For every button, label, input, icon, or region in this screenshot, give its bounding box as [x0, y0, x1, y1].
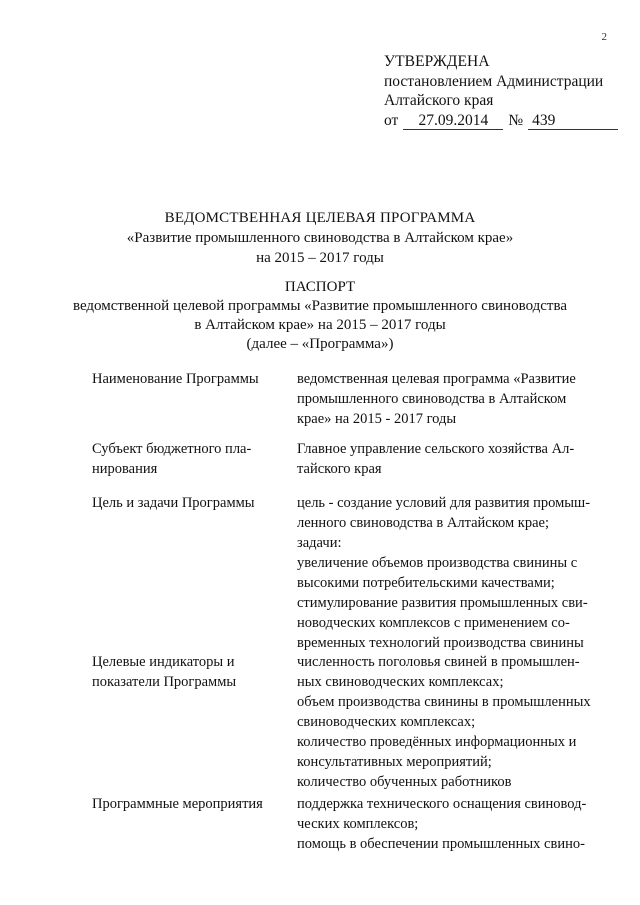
row-value-line: тайского края [297, 461, 382, 477]
program-title-period: на 2015 – 2017 годы [256, 250, 384, 266]
decree-number-label: № [508, 111, 524, 129]
row-value-line: увеличение объемов производства свинины с [297, 555, 578, 571]
row-label-line: нирования [92, 461, 158, 477]
passport-line-2: в Алтайском крае» на 2015 – 2017 годы [194, 317, 446, 333]
row-value-line: помощь в обеспечении промышленных свино- [297, 836, 585, 852]
passport-line-1: ведомственной целевой программы «Развитие промышленного свиноводства [72, 298, 568, 314]
approval-stamp [384, 52, 618, 130]
row-value-line: ленного свиноводства в Алтайском крае; [297, 515, 550, 531]
row-label-line: Наименование Программы [92, 371, 259, 387]
row-value-line: цель - создание условий для развития промыш- [297, 495, 591, 511]
approval-line-1: постановлением Администрации [384, 72, 604, 90]
row-value-line: объем производства свинины в промышленных [297, 694, 591, 710]
row-value-line: стимулирование развития промышленных сви- [297, 595, 588, 611]
row-value-line: промышленного свиноводства в Алтайском [297, 391, 567, 407]
row-value [297, 794, 612, 854]
program-title-heading: ВЕДОМСТВЕННАЯ ЦЕЛЕВАЯ ПРОГРАММА [164, 210, 476, 226]
approval-heading: УТВЕРЖДЕНА [384, 53, 490, 70]
row-value-line: свиноводческих комплексах; [297, 714, 476, 730]
row-value-line: количество обученных работников [297, 774, 512, 790]
row-label [92, 794, 282, 814]
page-number: 2 [601, 31, 607, 43]
row-value-line: временных технологий производства свинины [297, 635, 584, 651]
row-value-line: новодческих комплексов с применением со- [297, 615, 570, 631]
row-value-line: Главное управление сельского хозяйства Ал- [297, 441, 575, 457]
passport-heading: ПАСПОРТ [284, 279, 356, 295]
row-label-line: Целевые индикаторы и [92, 654, 235, 670]
row-value-line: консультативных мероприятий; [297, 754, 492, 770]
row-label [92, 652, 282, 692]
decree-number: 439 [528, 113, 618, 130]
passport-line-3: (далее – «Программа») [246, 336, 394, 352]
row-value-line: количество проведённых информационных и [297, 734, 577, 750]
row-value [297, 369, 612, 429]
row-value [297, 493, 612, 653]
row-value-line: ных свиноводческих комплексах; [297, 674, 504, 690]
decree-line [384, 111, 618, 131]
row-label-line: показатели Программы [92, 674, 237, 690]
row-value-line: высокими потребительскими качествами; [297, 575, 555, 591]
decree-date: 27.09.2014 [403, 113, 503, 130]
row-value-line: ческих комплексов; [297, 816, 419, 832]
row-label [92, 439, 282, 479]
approval-line-2: Алтайского края [384, 92, 494, 109]
row-label-line: Программные мероприятия [92, 796, 263, 812]
row-value-line: численность поголовья свиней в промышлен- [297, 654, 580, 670]
row-value [297, 439, 612, 479]
row-value-line: задачи: [297, 535, 342, 551]
row-label [92, 369, 282, 389]
row-label [92, 493, 282, 513]
row-value-line: ведомственная целевая программа «Развитие [297, 371, 576, 387]
row-label-line: Субъект бюджетного пла- [92, 441, 252, 457]
row-value-line: поддержка технического оснащения свиновод- [297, 796, 587, 812]
program-title [0, 208, 640, 268]
passport-title [0, 278, 640, 354]
row-label-line: Цель и задачи Программы [92, 495, 255, 511]
row-value [297, 652, 612, 792]
program-title-name: «Развитие промышленного свиноводства в Алтайском крае» [126, 230, 514, 246]
decree-from-label: от [384, 111, 399, 129]
row-value-line: крае» на 2015 - 2017 годы [297, 411, 457, 427]
